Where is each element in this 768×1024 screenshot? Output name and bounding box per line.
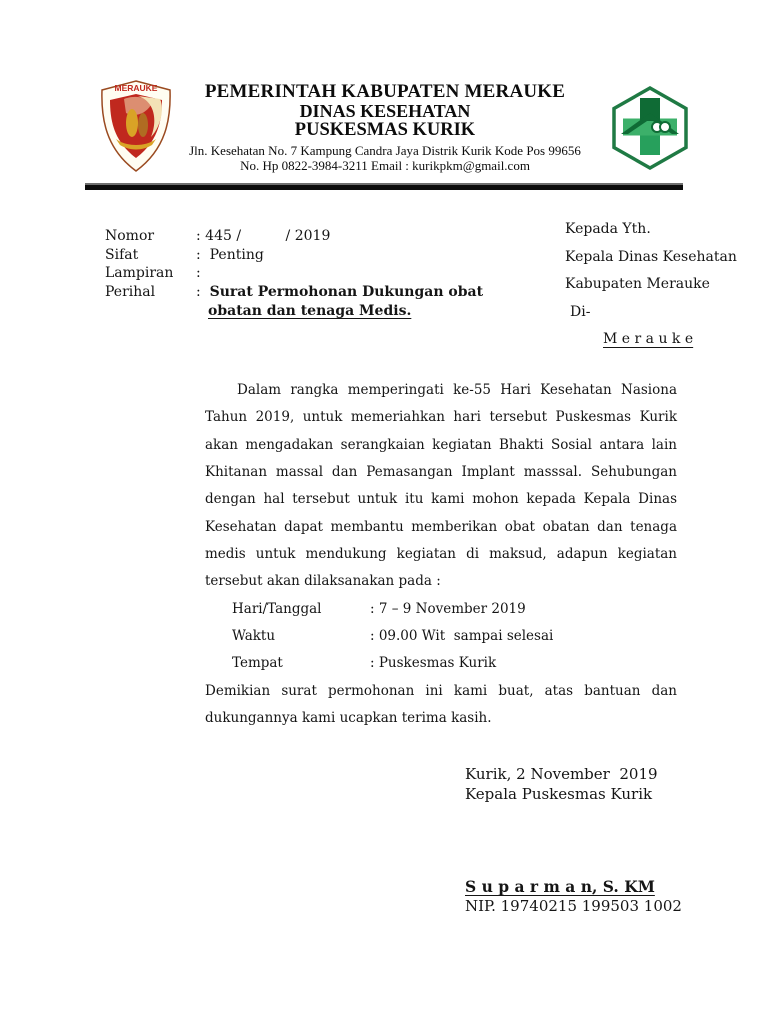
- office-title: PUSKESMAS KURIK: [294, 120, 476, 140]
- body-line: medis untuk mendukung kegiatan di maksud, adapun kegiatan: [205, 546, 677, 563]
- merauke-coat-of-arms-icon: [94, 79, 178, 173]
- body-line: tersebut akan dilaksanakan pada :: [205, 573, 441, 590]
- perihal-value-line1: Surat Permohonan Dukungan obat: [209, 283, 484, 300]
- body-line: Kesehatan dapat membantu memberikan obat obatan dan tenaga: [205, 518, 677, 535]
- nomor-value: : 445 / / 2019: [196, 228, 331, 244]
- recipient-name: Kepala Dinas Kesehatan: [565, 248, 737, 265]
- meta-row-nomor: [105, 227, 483, 246]
- signature-title: Kepala Puskesmas Kurik: [465, 784, 653, 803]
- letter-meta: [105, 227, 483, 322]
- letterhead-divider: [85, 183, 683, 190]
- perihal-colon: :: [196, 283, 210, 300]
- sifat-label: Sifat: [105, 246, 139, 263]
- detail-row-tempat: [205, 650, 677, 677]
- government-title: PEMERINTAH KABUPATEN MERAUKE: [204, 81, 566, 102]
- signature-block: [465, 765, 682, 916]
- letterhead: [170, 82, 600, 173]
- body-line: Dalam rangka memperingati ke-55 Hari Kesehatan Nasiona: [237, 382, 677, 398]
- recipient-block: [565, 216, 737, 354]
- lampiran-label: Lampiran: [105, 265, 174, 281]
- body-line: akan mengadakan serangkaian kegiatan Bhakti Sosial antara lain: [205, 436, 677, 453]
- meta-row-perihal: [105, 283, 483, 302]
- department-title: DINAS KESEHATAN: [299, 101, 471, 121]
- signature-place-date: Kurik, 2 November 2019: [465, 765, 658, 783]
- body-line: Tahun 2019, untuk memeriahkan hari tersebut Puskesmas Kurik: [205, 409, 677, 426]
- detail-value: : 09.00 Wit sampai selesai: [370, 628, 554, 645]
- closing-line: Demikian surat permohonan ini kami buat, atas bantuan dan: [205, 682, 677, 699]
- body-line: Khitanan massal dan Pemasangan Implant masssal. Sehubungan: [205, 464, 677, 481]
- perihal-label: Perihal: [105, 283, 156, 300]
- puskesmas-logo-icon: [609, 85, 691, 171]
- sifat-value: : Penting: [196, 246, 264, 263]
- office-address: Jln. Kesehatan No. 7 Kampung Candra Jaya Distrik Kurik Kode Pos 99656: [189, 143, 581, 158]
- detail-row-hari: [205, 596, 677, 623]
- signature-space: [465, 804, 682, 877]
- closing-line: dukungannya kami ucapkan terima kasih.: [205, 710, 492, 727]
- detail-value: : Puskesmas Kurik: [370, 655, 497, 672]
- detail-value: : 7 – 9 November 2019: [370, 600, 526, 617]
- recipient-region: Kabupaten Merauke: [565, 276, 710, 292]
- signature-name: S u p a r m a n, S. KM: [465, 877, 655, 896]
- meta-row-lampiran: [105, 264, 483, 283]
- recipient-city: M e r a u k e: [603, 331, 694, 347]
- detail-label: Waktu: [232, 628, 276, 645]
- recipient-salutation: Kepada Yth.: [565, 221, 651, 237]
- meta-row-sifat: [105, 246, 483, 265]
- perihal-value-line2: obatan dan tenaga Medis.: [208, 303, 412, 319]
- recipient-di: Di-: [570, 303, 591, 320]
- office-contact: No. Hp 0822-3984-3211 Email : kurikpkm@gmail.com: [240, 157, 530, 173]
- body-line: dengan hal tersebut untuk itu kami mohon kepada Kepala Dinas: [205, 491, 677, 508]
- lampiran-value: :: [196, 265, 201, 281]
- signature-nip: NIP. 19740215 199503 1002: [465, 896, 682, 915]
- detail-label: Hari/Tanggal: [232, 600, 322, 617]
- detail-label: Tempat: [232, 655, 283, 672]
- merauke-logo-text: MERAUKE: [114, 83, 158, 93]
- nomor-label: Nomor: [105, 228, 155, 244]
- letter-body: [205, 377, 677, 732]
- detail-row-waktu: [205, 623, 677, 650]
